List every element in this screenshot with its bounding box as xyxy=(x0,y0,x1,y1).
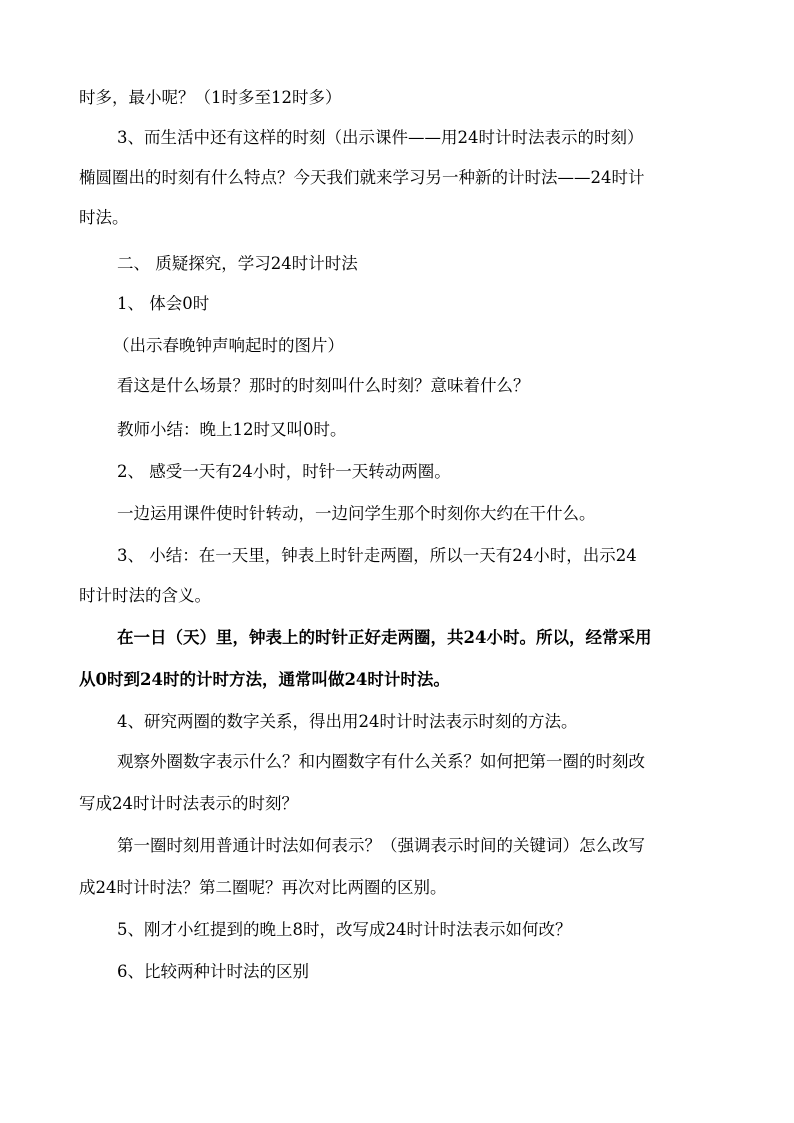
text-line: 3、 小结：在一天里，钟表上时针走两圈，所以一天有24小时，出示24 xyxy=(117,546,637,565)
text-line: 写成24时计时法表示的时刻？ xyxy=(79,794,298,813)
text-line: 时计时法的含义。 xyxy=(79,586,211,605)
text-line: 2、 感受一天有24小时，时针一天转动两圈。 xyxy=(117,462,451,481)
text-line: 教师小结：晚上12时又叫0时。 xyxy=(117,420,347,439)
text-line: 第一圈时刻用普通计时法如何表示？（强调表示时间的关键词）怎么改写 xyxy=(117,836,645,855)
text-line: 椭圆圈出的时刻有什么特点？今天我们就来学习另一种新的计时法——24时计 xyxy=(79,168,645,187)
text-line: 6、比较两种计时法的区别 xyxy=(117,962,309,981)
text-line: （出示春晚钟声响起时的图片） xyxy=(113,336,344,355)
section-heading: 二、 质疑探究，学习24时计时法 xyxy=(117,254,358,273)
text-line: 时多，最小呢？（1时多至12时多） xyxy=(79,88,342,107)
text-line: 观察外圈数字表示什么？和内圈数字有什么关系？如何把第一圈的时刻改 xyxy=(117,752,645,771)
text-line: 1、 体会0时 xyxy=(117,294,210,313)
text-line: 3、而生活中还有这样的时刻（出示课件——用24时计时法表示的时刻） xyxy=(117,128,644,147)
text-line: 一边运用课件使时针转动，一边问学生那个时刻你大约在干什么。 xyxy=(117,504,596,523)
definition-text: 从0时到24时的计时方法，通常叫做24时计时法。 xyxy=(79,670,450,689)
text-line: 4、研究两圈的数字关系，得出用24时计时法表示时刻的方法。 xyxy=(117,712,578,731)
text-line: 看这是什么场景？那时的时刻叫什么时刻？意味着什么？ xyxy=(117,376,530,395)
text-line: 成24时计时法？第二圈呢？再次对比两圈的区别。 xyxy=(79,878,447,897)
text-line: 时法。 xyxy=(79,208,129,227)
text-line: 5、刚才小红提到的晚上8时，改写成24时计时法表示如何改？ xyxy=(117,920,572,939)
definition-text: 在一日（天）里，钟表上的时针正好走两圈，共24小时。所以，经常采用 xyxy=(117,628,652,647)
